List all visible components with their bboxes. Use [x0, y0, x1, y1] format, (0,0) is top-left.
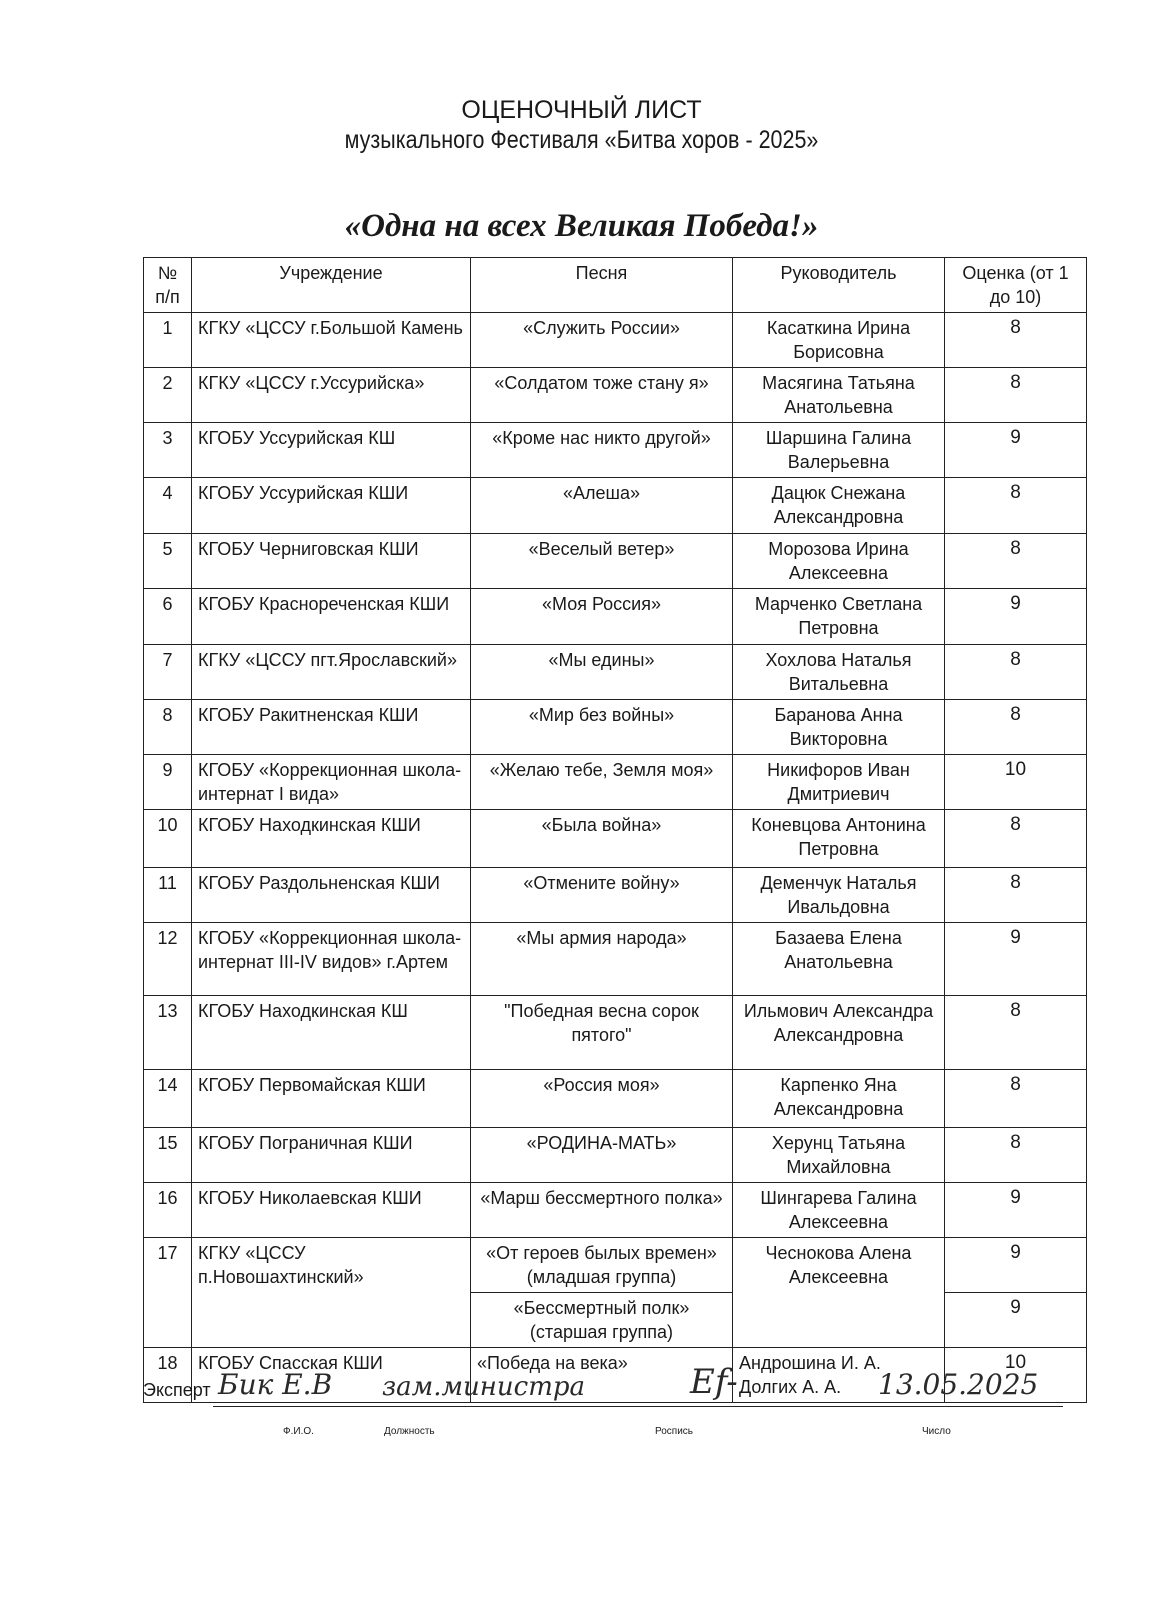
row-number: 7 — [144, 645, 192, 700]
row-score: 8 — [945, 368, 1087, 423]
row-leader: Базаева Елена Анатольевна — [733, 923, 945, 996]
festival-motto: «Одна на всех Великая Победа!» — [344, 208, 819, 244]
row-song: "Победная весна сорок пятого" — [471, 996, 733, 1070]
row-leader: Чеснокова Алена Алексеевна — [733, 1238, 945, 1348]
row-leader: Херунц Татьяна Михайловна — [733, 1128, 945, 1183]
row-leader-1: Андрошина И. А. — [739, 1353, 881, 1373]
row-institution: КГОБУ Пограничная КШИ — [192, 1128, 471, 1183]
caption-position: Должность — [384, 1426, 435, 1437]
table-row-17a — [144, 1238, 1087, 1293]
row-song: «Была война» — [471, 810, 733, 868]
row-score: 8 — [945, 810, 1087, 868]
row-institution: КГОБУ Уссурийская КШИ — [192, 478, 471, 534]
row-leader: Карпенко Яна Александровна — [733, 1070, 945, 1128]
row-song: «Желаю тебе, Земля моя» — [471, 755, 733, 810]
row-score: 8 — [945, 700, 1087, 755]
row-leader: Деменчук Наталья Ивальдовна — [733, 868, 945, 923]
row-number: 17 — [144, 1238, 192, 1348]
row-song: «Моя Россия» — [471, 589, 733, 645]
row-song: «Россия моя» — [471, 1070, 733, 1128]
row-song: «Алеша» — [471, 478, 733, 534]
expert-date: 13.05.2025 — [878, 1368, 1039, 1401]
row-number: 12 — [144, 923, 192, 996]
row-institution: КГКУ «ЦССУ г.Большой Камень — [192, 313, 471, 368]
row-institution: КГОБУ Спасская КШИ — [192, 1348, 471, 1403]
row-leader: Хохлова Наталья Витальевна — [733, 645, 945, 700]
row-number: 13 — [144, 996, 192, 1070]
table-row — [144, 996, 1087, 1070]
row-leader: Шаршина Галина Валерьевна — [733, 423, 945, 478]
row-leader: Баранова Анна Викторовна — [733, 700, 945, 755]
row-song: «Служить России» — [471, 313, 733, 368]
row-leader: Никифоров Иван Дмитриевич — [733, 755, 945, 810]
row-song: «От героев былых времен» (младшая группа) — [471, 1238, 733, 1293]
row-institution: КГОБУ Николаевская КШИ — [192, 1183, 471, 1238]
caption-fio: Ф.И.О. — [283, 1426, 314, 1437]
table-row — [144, 1183, 1087, 1238]
row-number: 4 — [144, 478, 192, 534]
row-score: 10 — [945, 755, 1087, 810]
row-number: 6 — [144, 589, 192, 645]
row-score: 8 — [945, 645, 1087, 700]
table-row — [144, 313, 1087, 368]
row-leader: Марченко Светлана Петровна — [733, 589, 945, 645]
row-number: 18 — [144, 1348, 192, 1403]
row-institution: КГОБУ Первомайская КШИ — [192, 1070, 471, 1128]
caption-date: Число — [922, 1426, 951, 1437]
row-score: 8 — [945, 313, 1087, 368]
col-header-score: Оценка (от 1 до 10) — [945, 258, 1087, 313]
table-row — [144, 589, 1087, 645]
score-table — [143, 257, 1087, 1403]
row-leader: Шингарева Галина Алексеевна — [733, 1183, 945, 1238]
row-song: «Веселый ветер» — [471, 534, 733, 589]
row-leader: Касаткина Ирина Борисовна — [733, 313, 945, 368]
col-header-song: Песня — [471, 258, 733, 313]
row-score: 9 — [945, 1238, 1087, 1293]
row-song: «Бессмертный полк» (старшая группа) — [471, 1293, 733, 1348]
table-row — [144, 423, 1087, 478]
col-header-institution: Учреждение — [192, 258, 471, 313]
row-number: 2 — [144, 368, 192, 423]
sheet-title: ОЦЕНОЧНЫЙ ЛИСТ — [461, 96, 702, 124]
row-institution: КГОБУ Раздольненская КШИ — [192, 868, 471, 923]
row-leader: Ильмович Александра Александровна — [733, 996, 945, 1070]
row-number: 8 — [144, 700, 192, 755]
row-number: 15 — [144, 1128, 192, 1183]
row-song: «Марш бессмертного полка» — [471, 1183, 733, 1238]
row-score: 8 — [945, 1128, 1087, 1183]
col-header-leader: Руководитель — [733, 258, 945, 313]
row-score: 9 — [945, 923, 1087, 996]
expert-position: зам.министра — [382, 1372, 586, 1402]
col-header-num: № п/п — [144, 258, 192, 313]
row-number: 3 — [144, 423, 192, 478]
row-institution: КГОБУ «Коррекционная школа-интернат I вида» — [192, 755, 471, 810]
table-row — [144, 478, 1087, 534]
row-score: 9 — [945, 1183, 1087, 1238]
row-number: 1 — [144, 313, 192, 368]
row-score: 9 — [945, 1293, 1087, 1348]
row-score: 9 — [945, 423, 1087, 478]
expert-signature: Ef- — [690, 1362, 738, 1402]
row-institution: КГОБУ Краснореченская КШИ — [192, 589, 471, 645]
table-row — [144, 868, 1087, 923]
row-institution: КГОБУ Черниговская КШИ — [192, 534, 471, 589]
row-leader: Коневцова Антонина Петровна — [733, 810, 945, 868]
row-institution: КГОБУ Ракитненская КШИ — [192, 700, 471, 755]
table-row — [144, 368, 1087, 423]
row-number: 5 — [144, 534, 192, 589]
row-song: «РОДИНА-МАТЬ» — [471, 1128, 733, 1183]
sheet-subtitle: музыкального Фестиваля «Битва хоров - 2025» — [344, 126, 819, 154]
expert-fio: Бик Е.В — [218, 1368, 333, 1401]
row-song: «Мир без войны» — [471, 700, 733, 755]
row-leader: Дацюк Снежана Александровна — [733, 478, 945, 534]
expert-label: Эксперт — [143, 1380, 211, 1400]
table-row — [144, 810, 1087, 868]
row-leader: Масягина Татьяна Анатольевна — [733, 368, 945, 423]
table-row — [144, 1128, 1087, 1183]
row-song: «Отмените войну» — [471, 868, 733, 923]
table-row — [144, 923, 1087, 996]
table-row — [144, 755, 1087, 810]
caption-signature: Роспись — [655, 1426, 694, 1437]
row-institution: КГОБУ Уссурийская КШ — [192, 423, 471, 478]
row-score: 10 — [945, 1348, 1087, 1403]
row-institution: КГКУ «ЦССУ г.Уссурийска» — [192, 368, 471, 423]
row-score: 8 — [945, 996, 1087, 1070]
row-score: 8 — [945, 478, 1087, 534]
row-score: 8 — [945, 534, 1087, 589]
row-number: 10 — [144, 810, 192, 868]
row-number: 11 — [144, 868, 192, 923]
row-institution: КГКУ «ЦССУ пгт.Ярославский» — [192, 645, 471, 700]
row-institution: КГОБУ Находкинская КШ — [192, 996, 471, 1070]
row-song: «Мы едины» — [471, 645, 733, 700]
row-number: 14 — [144, 1070, 192, 1128]
row-score: 8 — [945, 868, 1087, 923]
row-leader-2: Долгих А. А. — [739, 1377, 842, 1397]
row-song: «Победа на века» — [471, 1348, 733, 1403]
table-row — [144, 1070, 1087, 1128]
row-song: «Солдатом тоже стану я» — [471, 368, 733, 423]
row-number: 16 — [144, 1183, 192, 1238]
table-row — [144, 645, 1087, 700]
row-institution: КГОБУ «Коррекционная школа-интернат III-IV видов» г.Артем — [192, 923, 471, 996]
table-row — [144, 534, 1087, 589]
row-song: «Кроме нас никто другой» — [471, 423, 733, 478]
signature-line — [213, 1406, 1063, 1407]
table-header-row — [144, 258, 1087, 313]
row-song: «Мы армия народа» — [471, 923, 733, 996]
row-number: 9 — [144, 755, 192, 810]
row-institution: КГКУ «ЦССУ п.Новошахтинский» — [192, 1238, 471, 1348]
table-row — [144, 700, 1087, 755]
row-leader: Морозова Ирина Алексеевна — [733, 534, 945, 589]
row-score: 9 — [945, 589, 1087, 645]
row-institution: КГОБУ Находкинская КШИ — [192, 810, 471, 868]
row-score: 8 — [945, 1070, 1087, 1128]
